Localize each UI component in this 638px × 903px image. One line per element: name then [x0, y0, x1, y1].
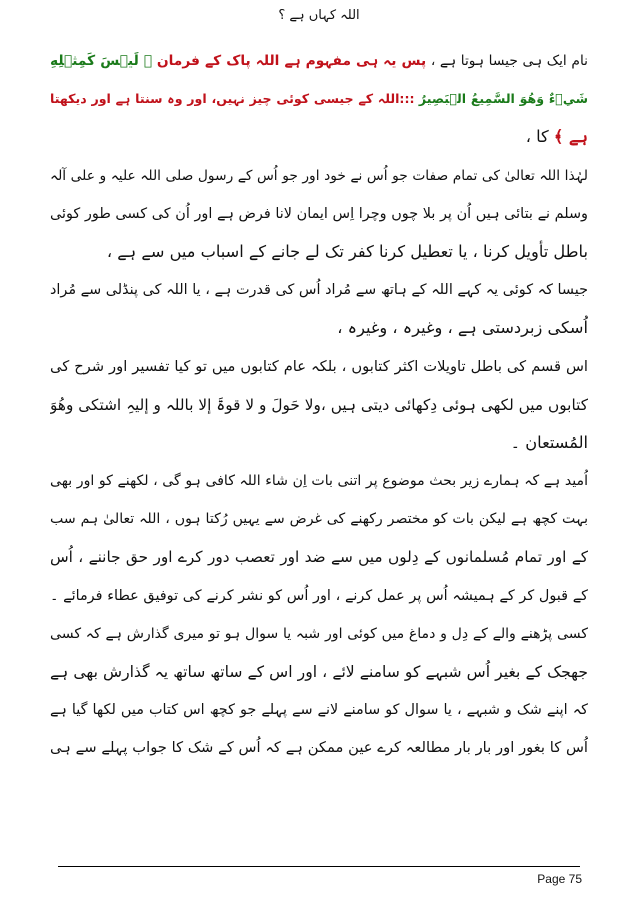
text-line	[50, 271, 588, 309]
text-line	[50, 233, 588, 271]
body-text: جیسا کہ کوئی یہ کہے اللہ کے ہاتھ سے مُراد اُس کی قدرت ہے ، یا اللہ کی پنڈلی سے مُراد	[50, 282, 588, 299]
body-text: اُمید ہے کہ ہمارے زیر بحث موضوع پر اتنی بات اِن شاء اللہ کافی ہو گی ، لکھنے کو اور بھی	[50, 473, 588, 490]
body-text: اُسکی زبردستی ہے ، وغیرہ ، وغیرہ ،	[337, 318, 588, 338]
text-line	[50, 577, 588, 615]
body-text: جھجک کے بغیر اُس شبہے کو سامنے لائے ، اور اس کے ساتھ ساتھ یہ گذارش بھی ہے	[50, 663, 588, 681]
quran-verse-text: شَيۡءٌ وَهُوَ السَّمِيعُ الۡبَصِيرُ	[418, 91, 588, 107]
text-line	[50, 462, 588, 500]
highlighted-text: ہے ﴾	[553, 127, 588, 147]
text-line	[50, 309, 588, 347]
text-line	[50, 157, 588, 195]
text-line	[50, 118, 588, 156]
text-line	[50, 195, 588, 233]
body-text: کا ،	[525, 127, 549, 147]
text-line	[50, 348, 588, 386]
footer-divider	[58, 866, 580, 867]
quran-verse-text: ﴿ لَيۡسَ كَمِثۡلِهِ	[50, 53, 153, 69]
body-text: کسی پڑھنے والے کے دِل و دماغ میں کوئی اور شبہ یا سوال ہو تو میری گذارش ہے کہ کسی	[50, 625, 588, 642]
body-text: لہٰذا اللہ تعالیٰ کی تمام صفات جو اُس نے خود اور جو اُس کے رسول صلی اللہ علیہ و علی آلہ	[50, 167, 588, 184]
highlighted-text: :::اللہ کے جیسی کوئی چیز نہیں، اور وہ سنتا ہے اور دیکھتا	[50, 91, 415, 107]
body-text: کتابوں میں لکھی ہوئی دِکھائی دیتی ہیں ،ولا حَولَ و لا قوۃَ إلا باللہ و إلیہِ اشتکی وھُوَ	[50, 395, 588, 414]
document-body	[50, 42, 588, 768]
body-text: نام ایک ہی جیسا ہوتا ہے ،	[426, 53, 588, 69]
body-text: وسلم نے بتائی ہیں اُن پر بلا چوں وچرا اِس ایمان لانا فرض ہے اور اُن کی کسی طور کوئی	[50, 205, 588, 222]
text-line	[50, 500, 588, 538]
body-text: المُستعان ۔	[510, 432, 588, 452]
body-text: اس قسم کی باطل تاویلات اکثر کتابوں ، بلکہ عام کتابوں میں تو کیا تفسیر اور شرح کی	[50, 357, 588, 375]
body-text: کے اور تمام مُسلمانوں کے دِلوں میں سے ضد اور تعصب دور کرے اور حق جاننے ، اُس	[50, 548, 588, 567]
body-text: باطل تأویل کرنا ، یا تعطیل کرنا کفر تک لے جانے کے اسباب میں سے ہے ،	[106, 241, 588, 261]
text-line	[50, 615, 588, 653]
text-line	[50, 538, 588, 576]
body-text: کہ اپنے شک و شبہے ، یا سوال کو سامنے لانے سے پہلے جو کچھ اس کتاب میں لکھا گیا ہے	[50, 702, 588, 719]
page-number: Page 75	[537, 872, 582, 886]
text-line	[50, 691, 588, 729]
body-text: اُس کا بغور اور بار بار مطالعہ کرے عین ممکن ہے کہ اُس کے شک کا جواب پہلے سے ہی	[50, 739, 588, 757]
text-line	[50, 80, 588, 118]
body-text: کے قبول کر کے ہمیشہ اُس پر عمل کرنے ، اور اُس کو نشر کرنے کی توفیق عطاء فرمائے ۔	[50, 587, 588, 604]
page-header-title: اللہ کہاں ہے ؟	[278, 8, 360, 23]
highlighted-text: پس یہ ہی مفہوم ہے اللہ پاک کے فرمان	[156, 53, 427, 69]
text-line	[50, 424, 588, 462]
text-line	[50, 729, 588, 767]
text-line	[50, 42, 588, 80]
body-text: بہت کچھ ہے لیکن بات کو مختصر رکھنے کی غرض سے یہیں رُکتا ہوں ، اللہ تعالیٰ ہم سب	[50, 511, 588, 528]
text-line	[50, 653, 588, 691]
text-line	[50, 386, 588, 424]
